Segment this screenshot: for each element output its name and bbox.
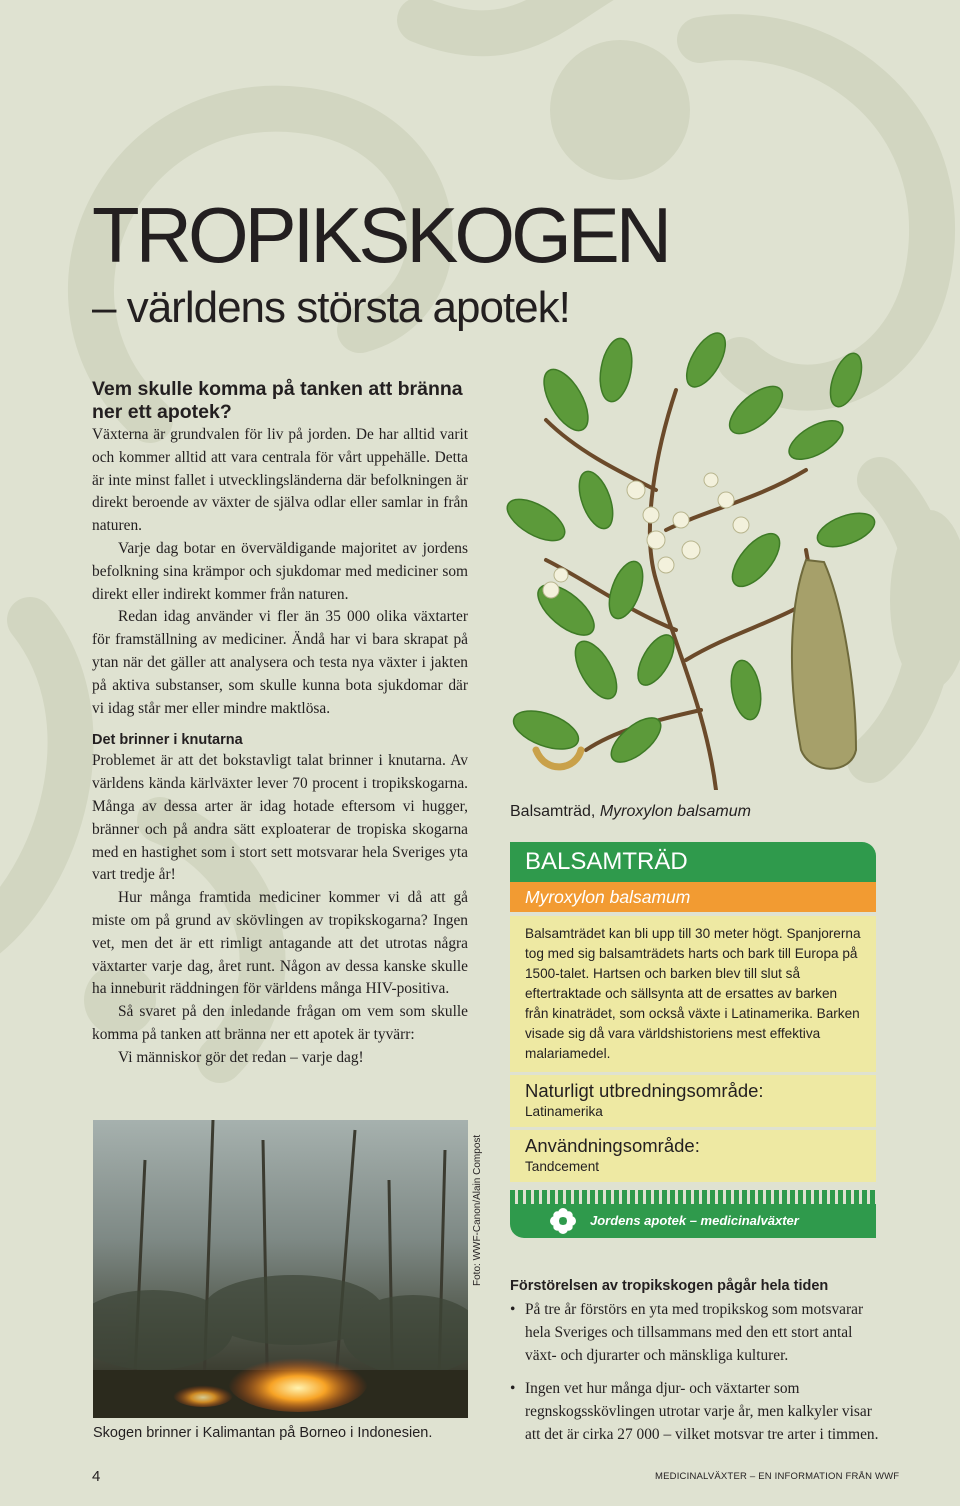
balsam-tree-illustration: [506, 330, 876, 790]
card-footer: [510, 1204, 876, 1238]
article-paragraph: Redan idag använder vi fler än 35 000 olika växtarter för framställning av mediciner. Ändå har vi bara skrapat på ytan när det gäller att analysera och testa nya växter i jakten på aktiva substanser, som skulle kunna bota sjukdomar där vi idag står mer eller mindre maktlösa.: [92, 608, 468, 717]
list-item: • På tre år förstörs en yta med tropikskog som motsvarar hela Sveriges och tillsammans med den ett stort antal växt- och djurarter och mänskliga kulturer.: [510, 1301, 864, 1364]
plant-fact-card: [510, 842, 876, 1238]
destruction-heading: Förstörelsen av tropikskogen pågår hela tiden: [510, 1278, 829, 1294]
article-paragraph: Hur många framtida mediciner kommer vi då att gå miste om på grund av skövlingen av tropikskogarna? Ingen vet, men det är ett rimligt antagande att det utrotas några växtarter varje dag, året runt. Någon av dessa kanske skulle ha inneburit räddningen för världens många HIV-positiva.: [92, 889, 468, 998]
plant-caption-latin: Myroxylon balsamum: [599, 803, 751, 820]
destruction-list: [510, 1298, 886, 1446]
list-item-text: Ingen vet hur många djur- och växtarter som regnskogsskövlingen utrotar varje år, men kalkyler visar att det är cirka 27 000 – vilket motsvar tre arter i timmen.: [525, 1380, 879, 1443]
card-section-distribution: [510, 1075, 876, 1127]
page-number: 4: [92, 1468, 101, 1485]
page-subtitle: – världens största apotek!: [92, 283, 570, 332]
card-footer-label: Jordens apotek – medicinalväxter: [590, 1213, 799, 1228]
article-paragraph: Växterna är grundvalen för liv på jorden. De har alltid varit och kommer alltid att vara centrala för vårt uppehälle. Detta är inte minst fallet i utvecklingsländerna där befolkningen är direkt beroende av växter de själva odlar eller samlar in från naturen.: [92, 426, 468, 535]
section-heading: Användningsområde:: [525, 1135, 700, 1156]
photo-caption: Skogen brinner i Kalimantan på Borneo i Indonesien.: [93, 1425, 433, 1441]
photo-credit-text: Foto: WWF-Canon/Alain Compost: [472, 1134, 483, 1286]
card-latin-name: Myroxylon balsamum: [510, 882, 876, 912]
article-paragraph: Problemet är att det bokstavligt talat brinner i knutarna. Av världens kända kärlväxter lever 70 procent i tropikskogarna. Många av dessa arter är idag hotade eftersom vi hugger, bränner och på andra sätt exploaterar de tropiska skogarna med en hastighet som i stort sett motsvarar hela Sveriges yta vart tredje år!: [92, 752, 468, 884]
flower-icon: [550, 1208, 576, 1234]
page-title: TROPIKSKOGEN: [92, 191, 669, 279]
list-item: • Ingen vet hur många djur- och växtarter som regnskogsskövlingen utrotar varje år, men kalkyler visar att det är cirka 27 000 – vilket motsvar tre arter i timmen.: [510, 1380, 879, 1443]
article-paragraph: Så svaret på den inledande frågan om vem som skulle komma på tanken att bränna ner ett apotek är tyvärr:: [92, 1003, 468, 1043]
plant-caption: [510, 801, 751, 823]
card-section-usage: [510, 1130, 876, 1182]
article-subheading: Det brinner i knutarna: [92, 732, 243, 749]
card-stripe-decoration: [510, 1190, 876, 1204]
list-item-text: På tre år förstörs en yta med tropikskog som motsvarar hela Sveriges och tillsammans med den ett stort antal växt- och djurarter och mänskliga kulturer.: [525, 1301, 864, 1364]
main-article: [92, 378, 468, 1070]
forest-fire-illustration: [93, 1120, 468, 1418]
section-heading: Naturligt utbredningsområde:: [525, 1080, 764, 1101]
plant-caption-name: Balsamträd,: [510, 803, 600, 820]
section-value: Latinamerika: [525, 1104, 603, 1119]
forest-fire-photo: [93, 1120, 468, 1418]
publication-footer: MEDICINALVÄXTER – EN INFORMATION FRÅN WWF: [655, 1471, 900, 1482]
destruction-facts: [510, 1276, 886, 1456]
section-value: Tandcement: [525, 1159, 600, 1174]
card-plant-name: BALSAMTRÄD: [510, 842, 876, 882]
card-description: Balsamträdet kan bli upp till 30 meter högt. Spanjorerna tog med sig balsamträdets harts och bark till Europa på 1500-talet. Hartsen och barken blev till slut så eftertraktade och sällsynta att de ersattes av barken från kinaträdet, som också växte i Latinamerika. Barken visade sig då vara världshistoriens mest effektiva malariamedel.: [510, 916, 876, 1072]
article-paragraph: Varje dag botar en överväldigande majoritet av jordens befolkning sina krämpor och sjukdomar med mediciner som direkt eller indirekt kommer från naturen.: [92, 539, 468, 603]
article-heading: Vem skulle komma på tanken att bränna ner ett apotek?: [92, 378, 463, 423]
article-paragraph: Vi människor gör det redan – varje dag!: [118, 1048, 364, 1066]
photo-credit: [470, 1120, 490, 1286]
